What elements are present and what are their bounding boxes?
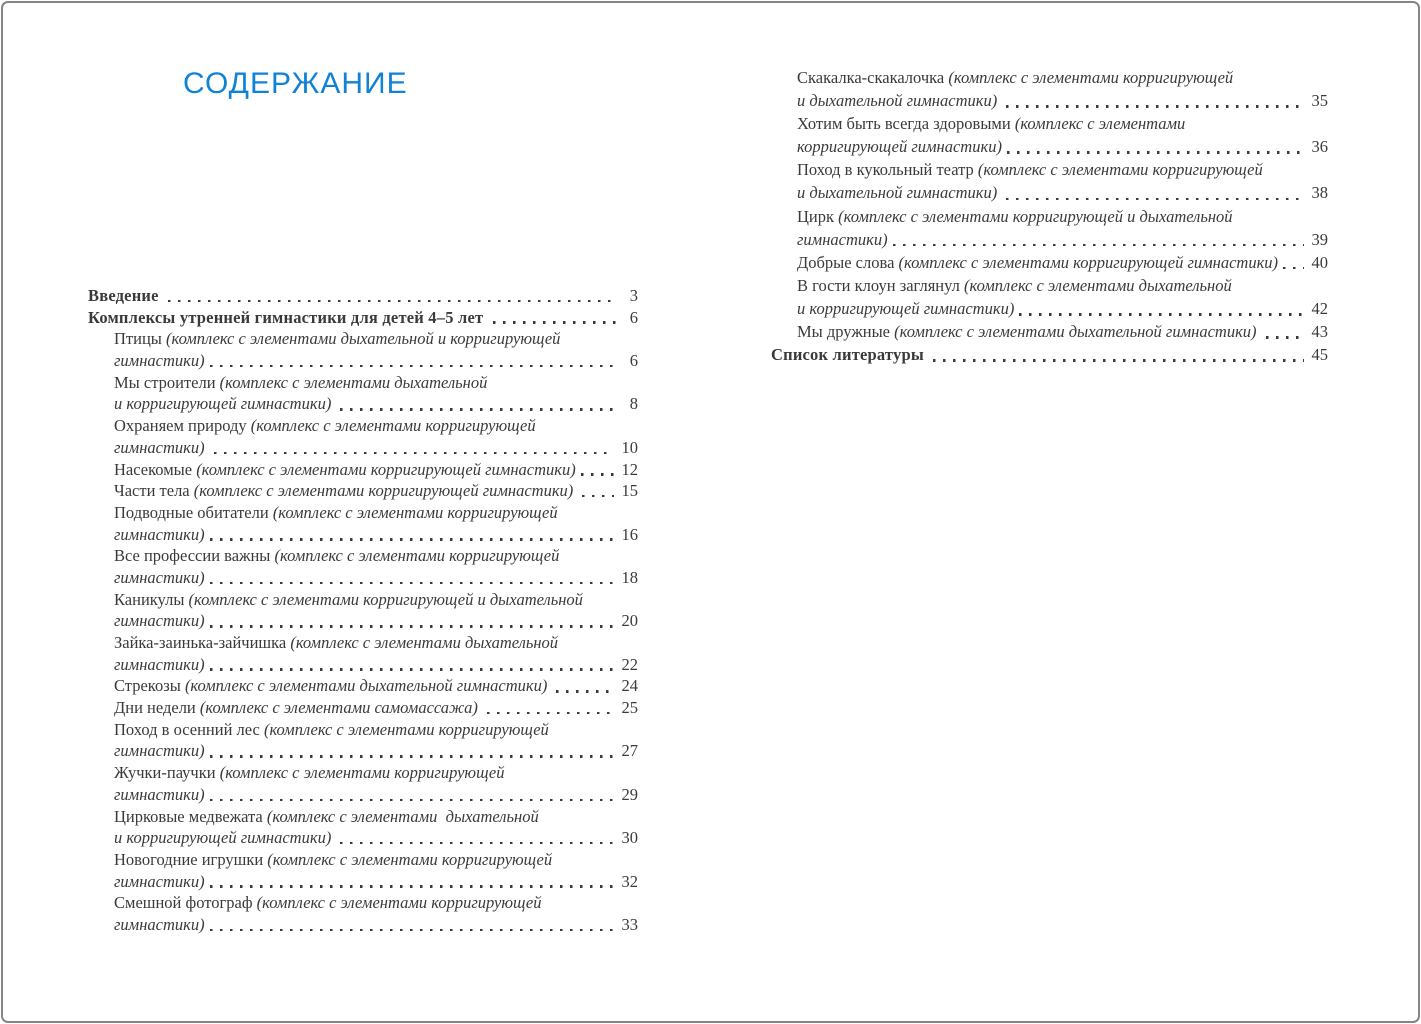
toc-entry-line <box>797 89 1328 112</box>
toc-entry-line <box>797 205 1328 228</box>
toc-entry <box>88 502 638 545</box>
page-number: 8 <box>629 394 638 414</box>
dot-leader <box>210 538 614 540</box>
toc-entry-line <box>114 415 638 437</box>
dot-leader <box>210 625 614 627</box>
toc-entry <box>88 480 638 502</box>
dot-leader <box>581 473 614 475</box>
dot-leader <box>168 300 618 302</box>
toc-entry-line <box>114 914 638 936</box>
toc-entry <box>771 66 1328 112</box>
toc-entry-line <box>114 675 638 697</box>
dot-leader <box>210 929 614 931</box>
entry-annotation: (комплекс с элементами корригирующей <box>274 546 560 566</box>
dot-leader <box>340 408 618 410</box>
page-number: 32 <box>621 871 638 891</box>
toc-entry-line <box>114 524 638 546</box>
page-number: 39 <box>1311 229 1328 249</box>
toc-entry-line <box>114 784 638 806</box>
entry-title: Мы дружные <box>797 322 895 342</box>
entry-title: Скакалка-скакалочка <box>797 68 949 87</box>
toc-entry <box>88 545 638 588</box>
page-number: 38 <box>1311 183 1328 203</box>
page-number: 3 <box>629 286 638 305</box>
page-number: 40 <box>1311 252 1328 272</box>
toc-entry-line <box>114 610 638 632</box>
toc-left-column <box>88 285 638 936</box>
toc-entry <box>88 372 638 415</box>
entry-annotation: (комплекс с элементами <box>1014 114 1186 134</box>
entry-title: Цирковые медвежата <box>114 806 267 826</box>
toc-entry-line <box>797 112 1328 135</box>
entry-title: Введение <box>88 286 163 305</box>
page-number: 36 <box>1311 137 1328 157</box>
entry-annotation: (комплекс с элементами дыхательной гимнастики) <box>894 322 1261 342</box>
entry-annotation: (комплекс с элементами корригирующей <box>272 502 558 522</box>
toc-entry-line <box>114 740 638 762</box>
toc-entry <box>88 307 638 329</box>
entry-annotation: гимнастики) <box>114 654 205 674</box>
dot-leader <box>1266 336 1304 338</box>
entry-annotation: (комплекс с элементами дыхательной и корригирующей <box>166 329 561 349</box>
page-number: 18 <box>621 567 638 587</box>
toc-entry <box>771 251 1328 274</box>
toc-entry <box>771 274 1328 320</box>
entry-annotation: (комплекс с элементами дыхательной <box>964 275 1232 295</box>
toc-entry-line <box>797 251 1328 274</box>
page-number: 22 <box>621 654 638 674</box>
toc-entry-line <box>114 632 638 654</box>
entry-annotation: (комплекс с элементами дыхательной гимнастики) <box>184 676 552 696</box>
entry-title: Добрые слова <box>797 252 899 272</box>
toc-entry-line <box>797 274 1328 297</box>
toc-entry-line <box>114 480 638 502</box>
dot-leader <box>340 842 613 844</box>
toc-entry-line <box>88 307 638 329</box>
dot-leader <box>582 495 613 497</box>
toc-entry-line <box>114 393 638 415</box>
toc-entry <box>88 675 638 697</box>
toc-entry <box>88 328 638 371</box>
entry-annotation: (комплекс с элементами самомассажа) <box>199 698 483 718</box>
dot-leader <box>210 668 614 670</box>
entry-title: Дни недели <box>114 698 200 718</box>
entry-annotation: гимнастики) <box>114 784 205 804</box>
toc-entry-line <box>797 320 1328 343</box>
entry-title: Новогодние игрушки <box>114 849 268 869</box>
toc-entry-line <box>114 567 638 589</box>
toc-entry-line <box>88 285 638 307</box>
toc-entry-line <box>114 806 638 828</box>
toc-entry-line <box>114 871 638 893</box>
entry-annotation: гимнастики) <box>114 437 209 457</box>
entry-title: Комплексы утренней гимнастики для детей 4–5 лет <box>88 307 488 327</box>
toc-entry-line <box>114 437 638 459</box>
toc-entry-line <box>797 158 1328 181</box>
entry-title: Мы строители <box>114 372 220 392</box>
toc-entry-line <box>114 697 638 719</box>
page-number: 16 <box>621 524 638 544</box>
entry-annotation: (комплекс с элементами дыхательной <box>290 633 559 652</box>
entry-annotation: (комплекс с элементами корригирующей <box>948 68 1234 87</box>
dot-leader <box>210 755 614 757</box>
entry-title: Жучки-паучки <box>114 763 220 783</box>
entry-annotation: гимнастики) <box>114 914 205 934</box>
page-number: 33 <box>621 914 638 934</box>
entry-title: Каникулы <box>114 589 189 609</box>
page-number: 24 <box>621 676 638 696</box>
toc-entry-line <box>114 372 638 394</box>
entry-annotation: (комплекс с элементами корригирующей <box>267 849 553 869</box>
page-number: 30 <box>621 828 638 848</box>
entry-annotation: (комплекс с элементами корригирующей гимнастики) <box>196 459 576 479</box>
entry-annotation: (комплекс с элементами корригирующей <box>250 416 536 436</box>
toc-entry-line <box>797 297 1328 320</box>
page-number: 25 <box>621 698 638 718</box>
toc-entry <box>88 632 638 675</box>
toc-entry <box>88 719 638 762</box>
entry-title: Поход в осенний лес <box>114 719 264 739</box>
toc-entry-line <box>114 589 638 611</box>
toc-entry <box>771 158 1328 204</box>
toc-entry <box>88 806 638 849</box>
entry-annotation: гимнастики) <box>114 351 205 371</box>
dot-leader <box>1019 313 1303 315</box>
dot-leader <box>893 244 1304 246</box>
page-number: 43 <box>1311 322 1328 342</box>
page-number: 20 <box>621 611 638 631</box>
toc-entry <box>88 892 638 935</box>
toc-entry-line <box>114 459 638 481</box>
entry-annotation: гимнастики) <box>114 524 205 544</box>
page-number: 35 <box>1311 91 1328 111</box>
toc-entry-line <box>114 545 638 567</box>
entry-annotation: гимнастики) <box>114 741 205 761</box>
dot-leader <box>1007 151 1304 153</box>
entry-annotation: (комплекс с элементами корригирующей <box>256 893 542 913</box>
toc-entry-line <box>797 228 1328 251</box>
toc-entry <box>771 205 1328 251</box>
toc-entry-line <box>114 350 638 372</box>
entry-title: Насекомые <box>114 459 197 479</box>
entry-annotation: (комплекс с элементами корригирующей и дыхательной <box>188 589 583 609</box>
toc-entry <box>771 343 1328 366</box>
toc-entry-line <box>114 654 638 676</box>
dot-leader <box>1283 267 1303 269</box>
page-number: 6 <box>629 307 638 327</box>
toc-entry <box>88 849 638 892</box>
toc-entry-line <box>797 135 1328 158</box>
entry-annotation: (комплекс с элементами корригирующей <box>263 719 549 739</box>
toc-entry <box>88 697 638 719</box>
dot-leader <box>556 690 613 692</box>
entry-title: Подводные обитатели <box>114 502 273 522</box>
dot-leader <box>487 712 613 714</box>
entry-title: Охраняем природу <box>114 416 251 436</box>
entry-title: В гости клоун заглянул <box>797 275 965 295</box>
entry-annotation: (комплекс с элементами корригирующей <box>219 763 505 783</box>
entry-annotation: (комплекс с элементами корригирующей и дыхательной <box>838 206 1233 226</box>
entry-title: Все профессии важны <box>114 546 275 566</box>
entry-title: Список литературы <box>771 345 929 365</box>
entry-annotation: и корригирующей гимнастики) <box>114 828 336 848</box>
toc-entry-line <box>114 892 638 914</box>
entry-title: Стрекозы <box>114 676 185 696</box>
entry-annotation: (комплекс с элементами корригирующей гимнастики) <box>193 481 578 501</box>
entry-annotation: (комплекс с элементами корригирующей гимнастики) <box>898 252 1279 272</box>
page-number: 42 <box>1311 298 1328 318</box>
dot-leader <box>933 359 1303 361</box>
entry-annotation: гимнастики) <box>114 871 205 891</box>
toc-entry-line <box>797 66 1328 89</box>
toc-entry <box>88 459 638 481</box>
dot-leader <box>210 582 614 584</box>
dot-leader <box>214 452 614 454</box>
dot-leader <box>493 321 618 323</box>
entry-title: Поход в кукольный театр <box>797 160 978 180</box>
page-number: 45 <box>1311 345 1328 365</box>
toc-entry-line <box>114 719 638 741</box>
entry-title: Хотим быть всегда здоровыми <box>797 114 1015 134</box>
toc-entry-line <box>114 502 638 524</box>
toc-entry <box>88 415 638 458</box>
entry-annotation: гимнастики) <box>797 229 888 249</box>
toc-entry <box>88 762 638 805</box>
entry-annotation: корригирующей гимнастики) <box>797 137 1002 157</box>
toc-entry-line <box>771 343 1328 366</box>
page-title: СОДЕРЖАНИЕ <box>183 67 408 100</box>
toc-entry <box>771 320 1328 343</box>
entry-annotation: и корригирующей гимнастики) <box>797 298 1015 318</box>
page-number: 15 <box>621 481 638 501</box>
entry-annotation: гимнастики) <box>114 567 205 587</box>
entry-title: Зайка-заинька-зайчишка <box>114 633 291 652</box>
toc-entry-line <box>114 762 638 784</box>
dot-leader <box>210 365 618 367</box>
entry-title: Части тела <box>114 481 194 501</box>
toc-entry <box>771 112 1328 158</box>
toc-entry <box>88 285 638 307</box>
entry-annotation: (комплекс с элементами дыхательной <box>219 372 488 392</box>
entry-title: Птицы <box>114 329 166 349</box>
entry-title: Смешной фотограф <box>114 893 257 913</box>
dot-leader <box>1006 105 1303 107</box>
toc-entry-line <box>114 827 638 849</box>
entry-annotation: и дыхательной гимнастики) <box>797 183 1002 203</box>
entry-annotation: (комплекс с элементами корригирующей <box>977 160 1263 180</box>
page-number: 29 <box>621 784 638 804</box>
entry-annotation: гимнастики) <box>114 611 205 631</box>
page-number: 10 <box>621 437 638 457</box>
toc-entry-line <box>114 849 638 871</box>
page-number: 6 <box>629 351 638 371</box>
page-number: 12 <box>621 459 638 479</box>
entry-annotation: и корригирующей гимнастики) <box>114 394 336 414</box>
page-number: 27 <box>621 741 638 761</box>
entry-annotation: (комплекс с элементами дыхательной <box>266 806 539 826</box>
toc-right-column <box>771 66 1328 366</box>
entry-title: Цирк <box>797 206 839 226</box>
toc-entry-line <box>797 181 1328 204</box>
dot-leader <box>210 885 614 887</box>
entry-annotation: и дыхательной гимнастики) <box>797 91 1002 111</box>
dot-leader <box>210 799 614 801</box>
toc-entry-line <box>114 328 638 350</box>
toc-entry <box>88 589 638 632</box>
dot-leader <box>1006 198 1303 200</box>
